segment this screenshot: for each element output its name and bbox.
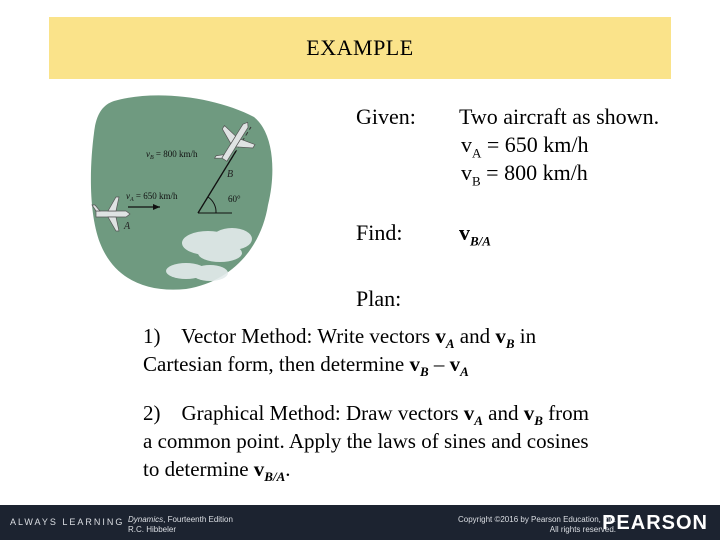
pearson-logo: PEARSON [602,512,708,534]
find-value: $v_{B/A}$ [459,220,491,249]
plan-label: Plan: [356,286,402,311]
label-b: B [227,169,234,180]
given-line-2: $v_A = 650$ km/h [461,132,589,161]
label-a: A [124,221,131,232]
given-line-1: Two aircraft as shown. [459,104,660,129]
angle-label: 60° [228,194,241,204]
author: R.C. Hibbeler [128,525,177,534]
always-learning-text: ALWAYS LEARNING [10,517,125,527]
find-label: Find: [356,220,403,245]
given-label: Given: [356,104,416,129]
book-title: Dynamics, Fourteenth Edition [128,515,233,524]
copyright-line-2: All rights reserved. [549,525,616,534]
plan-step-1-line-2: Cartesian form, then determine $v_B - v_A$ [143,352,469,380]
vb-label: $v_B = 800$ km/h [146,149,198,161]
plan-step-1-line-1: 1) Vector Method: Write vectors $v_A$ and $v_B$ in [143,324,537,352]
copyright-line-1: Copyright ©2016 by Pearson Education, Inc. [458,515,616,524]
title-banner [49,17,671,79]
plan-step-2-line-1: 2) Graphical Method: Draw vectors $v_A$ and $v_B$ from [143,401,589,429]
footer-bar [0,505,720,540]
given-line-3: $v_B = 800$ km/h [461,160,588,189]
plan-step-2-line-2: a common point. Apply the laws of sines and cosines [143,429,589,453]
va-label: $v_A = 650$ km/h [126,191,178,203]
page-title: EXAMPLE [306,35,414,60]
plan-step-2-line-3: to determine $v_{B/A}$. [143,457,291,485]
aircraft-figure [86,93,276,291]
